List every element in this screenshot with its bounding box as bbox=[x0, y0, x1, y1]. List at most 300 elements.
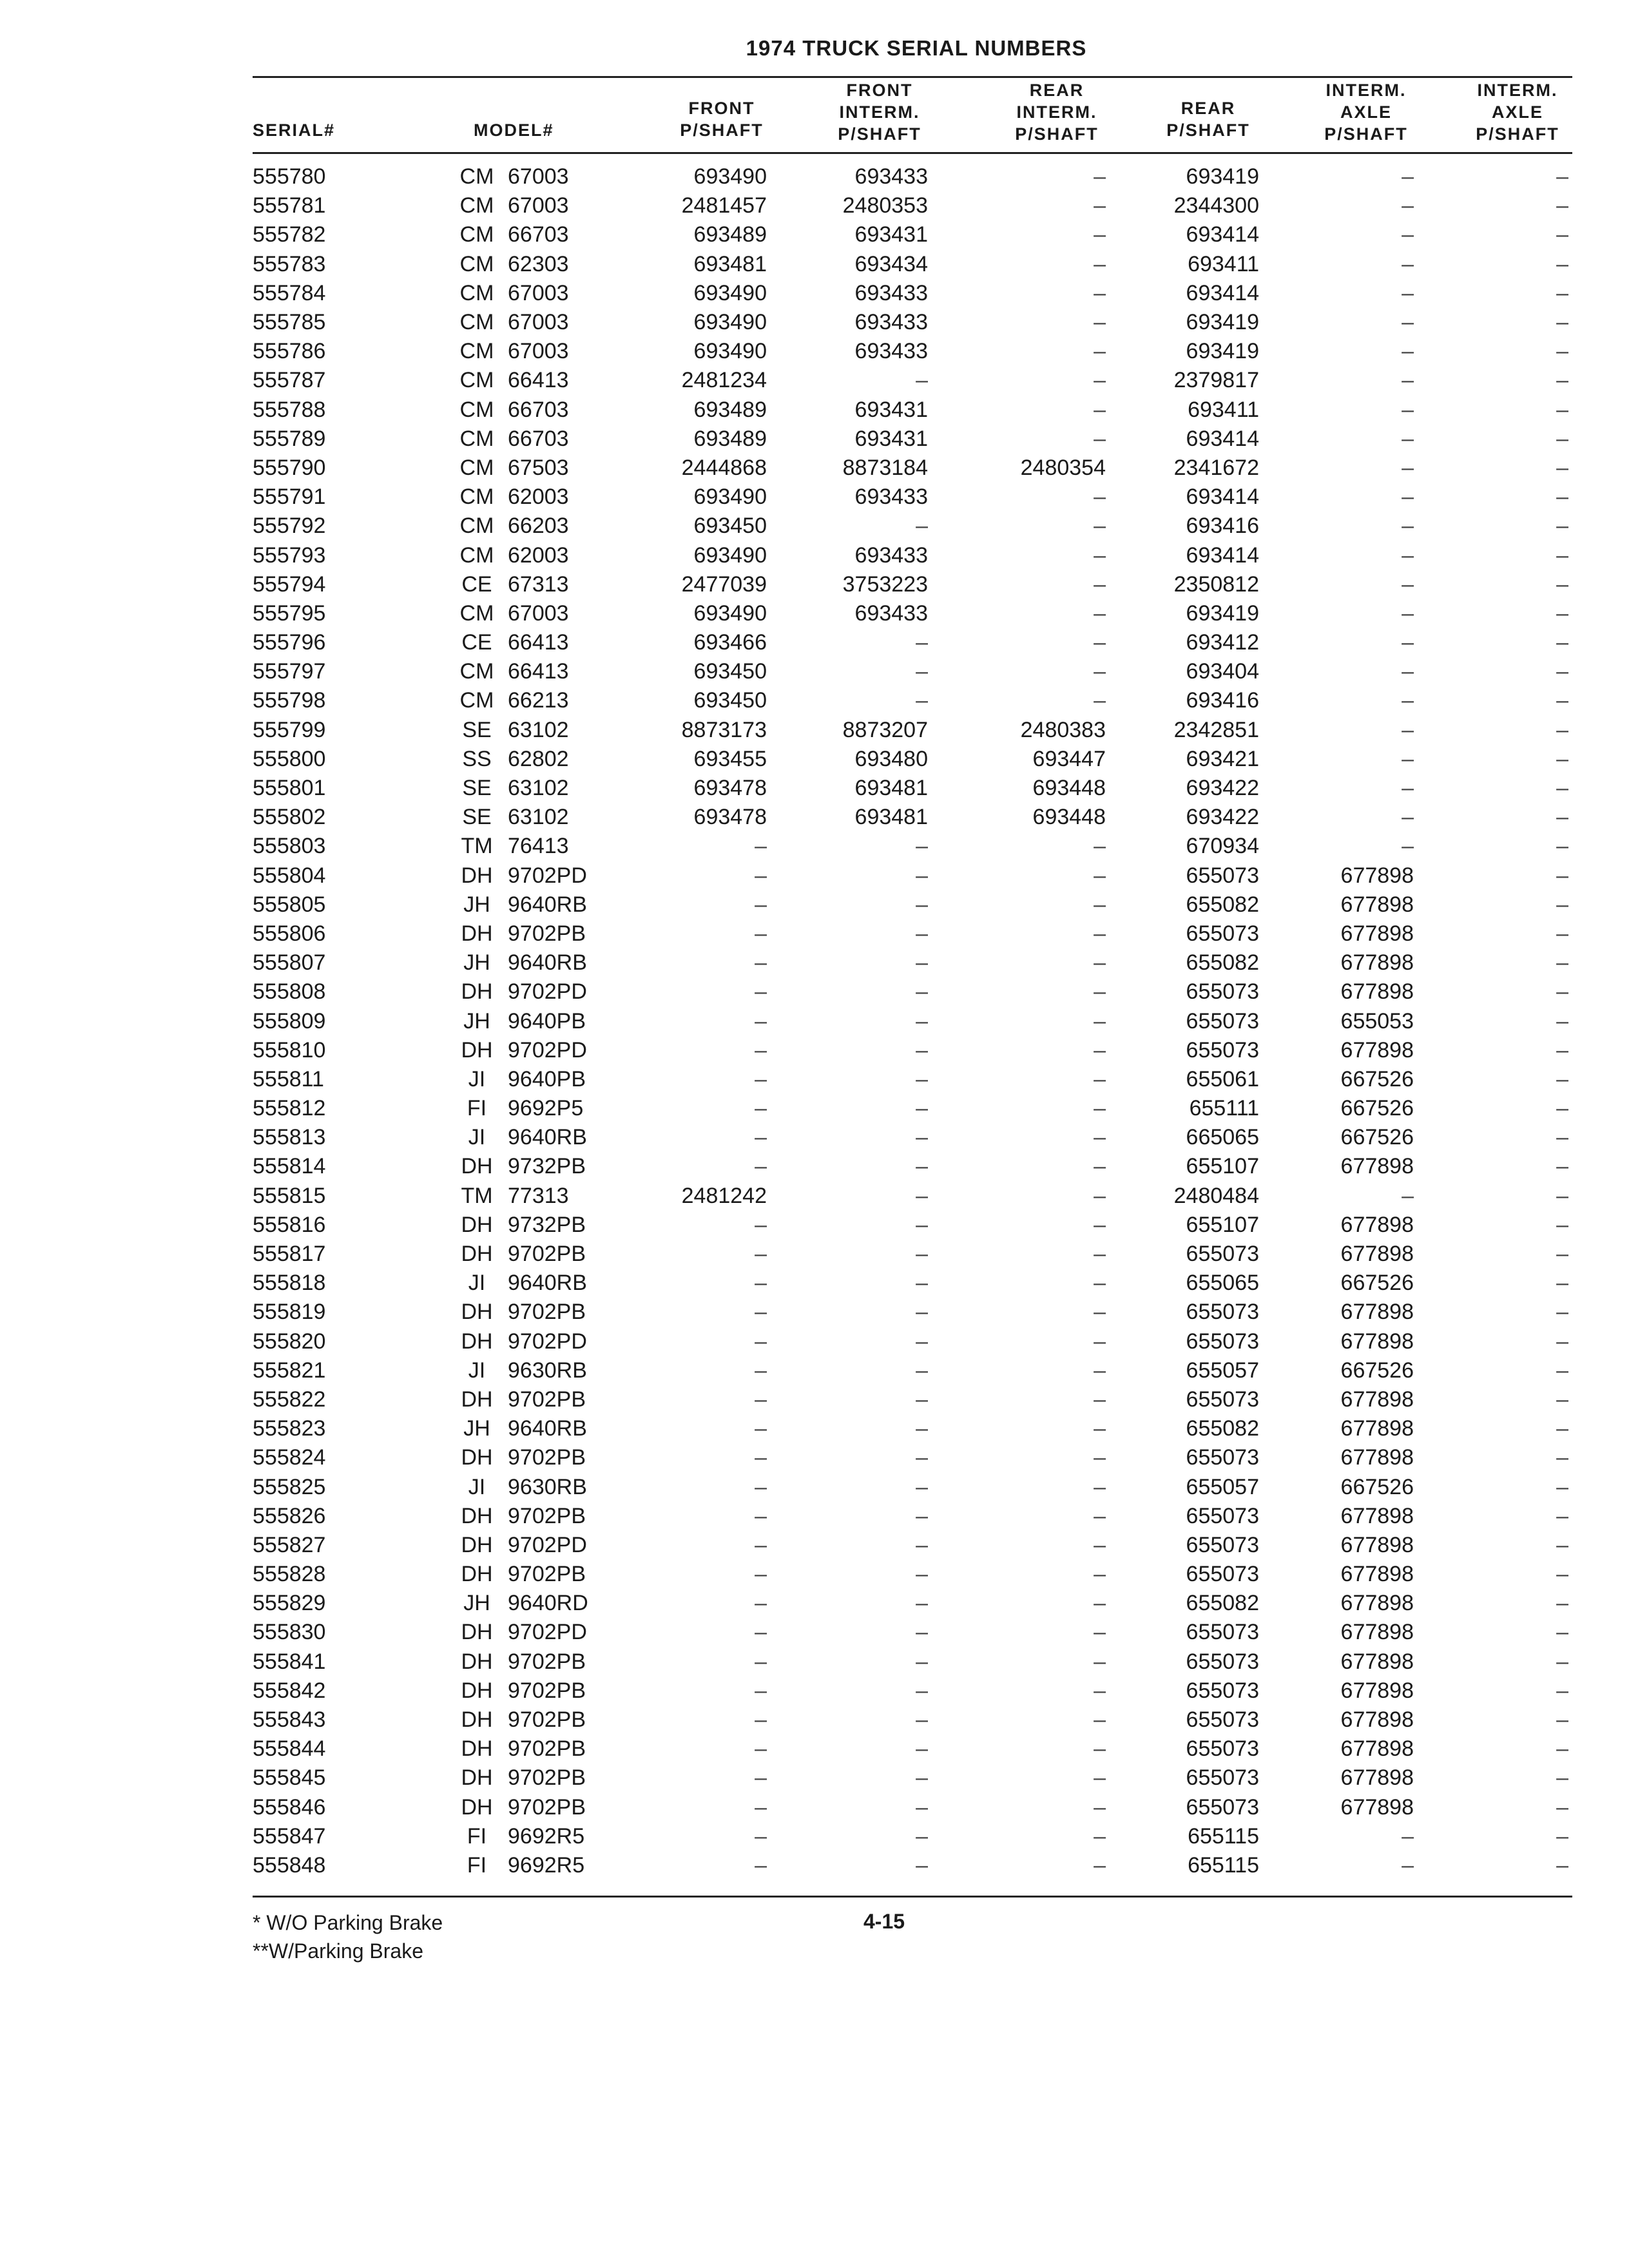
table-cell: 9702PB bbox=[508, 1678, 586, 1703]
table-cell: 655065 bbox=[1186, 1271, 1259, 1296]
header-line: INTERM. bbox=[839, 102, 920, 122]
table-row bbox=[253, 1735, 1568, 1763]
table-cell: 677898 bbox=[1340, 1329, 1414, 1354]
table-cell: – bbox=[1094, 834, 1106, 859]
table-row bbox=[253, 1851, 1568, 1880]
table-cell: – bbox=[755, 1678, 767, 1703]
table-cell: – bbox=[1556, 805, 1568, 830]
table-cell: 693448 bbox=[1032, 805, 1106, 830]
table-cell: – bbox=[755, 1066, 767, 1091]
table-cell: 655061 bbox=[1186, 1066, 1259, 1091]
header-bottom-rule bbox=[253, 152, 1572, 154]
table-cell: SS bbox=[462, 746, 492, 771]
table-row bbox=[253, 774, 1568, 803]
table-cell: – bbox=[916, 834, 928, 859]
table-cell: – bbox=[916, 863, 928, 888]
table-cell: 693480 bbox=[854, 746, 928, 771]
table-cell: 2481234 bbox=[681, 368, 767, 393]
table-cell: CM bbox=[459, 659, 494, 684]
table-cell: 655107 bbox=[1186, 1212, 1259, 1237]
table-row bbox=[253, 628, 1568, 657]
table-cell: – bbox=[755, 1329, 767, 1354]
table-cell: JI bbox=[468, 1125, 486, 1150]
table-cell: CM bbox=[459, 514, 494, 539]
table-cell: – bbox=[1094, 1387, 1106, 1412]
table-cell: 693431 bbox=[854, 397, 928, 422]
table-cell: 555795 bbox=[253, 601, 326, 626]
table-cell: 9692R5 bbox=[508, 1852, 585, 1878]
table-cell: 9630RB bbox=[508, 1474, 587, 1499]
table-cell: – bbox=[755, 1242, 767, 1267]
table-row bbox=[253, 716, 1568, 745]
table-cell: 555811 bbox=[253, 1066, 324, 1091]
table-cell: 693450 bbox=[693, 659, 767, 684]
table-cell: 9702PB bbox=[508, 1387, 586, 1412]
table-cell: 693422 bbox=[1186, 805, 1259, 830]
table-cell: – bbox=[1094, 1183, 1106, 1208]
table-cell: 9702PB bbox=[508, 1445, 586, 1470]
table-row bbox=[253, 220, 1568, 249]
table-cell: 555786 bbox=[253, 339, 326, 364]
table-cell: 555787 bbox=[253, 368, 326, 393]
table-row bbox=[253, 1298, 1568, 1327]
table-cell: 555791 bbox=[253, 485, 326, 510]
table-cell: DH bbox=[461, 1765, 493, 1791]
table-cell: 665065 bbox=[1186, 1125, 1259, 1150]
table-cell: – bbox=[755, 1707, 767, 1733]
table-cell: – bbox=[1094, 1066, 1106, 1091]
table-cell: 693414 bbox=[1186, 280, 1259, 305]
table-cell: 66703 bbox=[508, 397, 569, 422]
footnote-2: **W/Parking Brake bbox=[253, 1939, 423, 1963]
table-cell: 693411 bbox=[1188, 397, 1259, 422]
table-cell: – bbox=[1402, 834, 1414, 859]
table-cell: – bbox=[1556, 1503, 1568, 1528]
table-cell: – bbox=[916, 1591, 928, 1616]
table-row bbox=[253, 483, 1568, 512]
table-cell: 693490 bbox=[693, 339, 767, 364]
table-cell: – bbox=[1556, 1387, 1568, 1412]
table-cell: JH bbox=[463, 1591, 490, 1616]
table-cell: – bbox=[916, 1066, 928, 1091]
table-cell: – bbox=[1556, 455, 1568, 480]
table-cell: 677898 bbox=[1340, 1620, 1414, 1645]
table-cell: – bbox=[1556, 1329, 1568, 1354]
table-cell: 655073 bbox=[1186, 1445, 1259, 1470]
header-line: INTERM. bbox=[1477, 81, 1558, 100]
table-cell: – bbox=[1556, 863, 1568, 888]
table-cell: – bbox=[1094, 1212, 1106, 1237]
table-cell: – bbox=[1556, 1066, 1568, 1091]
table-row bbox=[253, 1065, 1568, 1094]
table-cell: 9640RB bbox=[508, 1416, 587, 1441]
header-serial-label: SERIAL# bbox=[253, 120, 336, 140]
table-cell: – bbox=[1556, 717, 1568, 742]
table-cell: – bbox=[916, 1532, 928, 1557]
table-cell: 555828 bbox=[253, 1562, 326, 1587]
header-line: AXLE bbox=[1491, 102, 1543, 122]
table-cell: – bbox=[1556, 251, 1568, 276]
table-cell: 677898 bbox=[1340, 1416, 1414, 1441]
table-cell: – bbox=[1094, 979, 1106, 1004]
table-cell: 555830 bbox=[253, 1620, 326, 1645]
table-cell: – bbox=[1094, 1242, 1106, 1267]
table-cell: DH bbox=[461, 1300, 493, 1325]
table-cell: CM bbox=[459, 193, 494, 218]
table-cell: 693433 bbox=[854, 601, 928, 626]
table-cell: 2480383 bbox=[1020, 717, 1106, 742]
table-cell: 8873207 bbox=[842, 717, 928, 742]
table-cell: 9702PB bbox=[508, 1562, 586, 1587]
header-line: REAR bbox=[1029, 81, 1084, 100]
table-cell: 9702PB bbox=[508, 1649, 586, 1674]
table-cell: JI bbox=[468, 1474, 486, 1499]
table-cell: 693447 bbox=[1032, 746, 1106, 771]
header-line: P/SHAFT bbox=[838, 124, 921, 144]
table-cell: – bbox=[755, 1765, 767, 1791]
table-cell: 693412 bbox=[1186, 630, 1259, 655]
table-cell: DH bbox=[461, 1562, 493, 1587]
table-cell: – bbox=[1094, 368, 1106, 393]
table-cell: – bbox=[916, 368, 928, 393]
table-cell: 555790 bbox=[253, 455, 326, 480]
table-cell: DH bbox=[461, 863, 493, 888]
table-cell: 655082 bbox=[1186, 1416, 1259, 1441]
table-cell: 555797 bbox=[253, 659, 326, 684]
table-cell: – bbox=[755, 1591, 767, 1616]
table-cell: 555799 bbox=[253, 717, 326, 742]
table-cell: – bbox=[1094, 1765, 1106, 1791]
table-cell: 677898 bbox=[1340, 1387, 1414, 1412]
table-cell: DH bbox=[461, 1678, 493, 1703]
table-cell: – bbox=[916, 1387, 928, 1412]
footnote-1: * W/O Parking Brake bbox=[253, 1911, 443, 1934]
table-cell: 63102 bbox=[508, 717, 569, 742]
table-cell: JI bbox=[468, 1271, 486, 1296]
table-cell: 555847 bbox=[253, 1823, 326, 1849]
table-cell: – bbox=[1556, 1416, 1568, 1441]
table-cell: DH bbox=[461, 1242, 493, 1267]
table-cell: 677898 bbox=[1340, 863, 1414, 888]
table-cell: – bbox=[755, 1445, 767, 1470]
table-cell: 9702PD bbox=[508, 1037, 587, 1062]
table-row bbox=[253, 803, 1568, 832]
table-cell: 67003 bbox=[508, 164, 569, 189]
table-cell: – bbox=[1556, 1300, 1568, 1325]
table-cell: 9702PB bbox=[508, 1242, 586, 1267]
table-cell: 2379817 bbox=[1173, 368, 1259, 393]
table-cell: 555824 bbox=[253, 1445, 326, 1470]
table-cell: 555814 bbox=[253, 1154, 326, 1179]
page-title: 1974 TRUCK SERIAL NUMBERS bbox=[746, 36, 1087, 60]
table-cell: – bbox=[1094, 921, 1106, 946]
table-cell: – bbox=[1556, 659, 1568, 684]
table-cell: 655073 bbox=[1186, 1678, 1259, 1703]
table-cell: – bbox=[755, 1387, 767, 1412]
table-cell: 693433 bbox=[854, 310, 928, 335]
table-cell: 693414 bbox=[1186, 426, 1259, 451]
table-cell: – bbox=[1402, 717, 1414, 742]
header-line: AXLE bbox=[1340, 102, 1392, 122]
table-cell: CM bbox=[459, 688, 494, 713]
table-cell: 62003 bbox=[508, 543, 569, 568]
table-cell: – bbox=[1556, 1823, 1568, 1849]
table-row bbox=[253, 1648, 1568, 1677]
table-cell: CM bbox=[459, 339, 494, 364]
header-line: REAR bbox=[1181, 99, 1236, 118]
table-cell: DH bbox=[461, 1212, 493, 1237]
table-cell: – bbox=[1556, 1707, 1568, 1733]
table-row bbox=[253, 570, 1568, 599]
table-cell: 9732PB bbox=[508, 1154, 586, 1179]
table-row bbox=[253, 541, 1568, 570]
table-cell: – bbox=[755, 1852, 767, 1878]
table-cell: 693466 bbox=[693, 630, 767, 655]
table-cell: 9702PD bbox=[508, 979, 587, 1004]
table-cell: CM bbox=[459, 397, 494, 422]
table-cell: CM bbox=[459, 426, 494, 451]
table-cell: – bbox=[916, 1445, 928, 1470]
table-cell: – bbox=[755, 1823, 767, 1849]
table-cell: – bbox=[1094, 1096, 1106, 1121]
table-cell: 555843 bbox=[253, 1707, 326, 1733]
table-cell: 555845 bbox=[253, 1765, 326, 1791]
table-row bbox=[253, 279, 1568, 308]
table-cell: 693431 bbox=[854, 222, 928, 247]
table-row bbox=[253, 686, 1568, 715]
table-cell: 655073 bbox=[1186, 979, 1259, 1004]
table-cell: 693478 bbox=[693, 805, 767, 830]
table-cell: – bbox=[1094, 892, 1106, 917]
table-cell: 670934 bbox=[1186, 834, 1259, 859]
table-cell: – bbox=[916, 1125, 928, 1150]
table-cell: – bbox=[1556, 630, 1568, 655]
table-body bbox=[253, 162, 1568, 1880]
table-cell: TM bbox=[461, 834, 493, 859]
table-cell: – bbox=[916, 950, 928, 975]
table-cell: – bbox=[1556, 1271, 1568, 1296]
table-cell: – bbox=[1094, 164, 1106, 189]
table-cell: – bbox=[1094, 426, 1106, 451]
table-cell: 555846 bbox=[253, 1794, 326, 1820]
table-cell: – bbox=[916, 1329, 928, 1354]
table-cell: – bbox=[916, 1096, 928, 1121]
table-cell: 667526 bbox=[1340, 1474, 1414, 1499]
header-line: P/SHAFT bbox=[680, 120, 764, 140]
table-cell: – bbox=[916, 1008, 928, 1033]
table-cell: – bbox=[1094, 1852, 1106, 1878]
table-cell: – bbox=[1094, 1445, 1106, 1470]
table-cell: 655057 bbox=[1186, 1358, 1259, 1383]
table-cell: – bbox=[1094, 1474, 1106, 1499]
table-cell: 667526 bbox=[1340, 1271, 1414, 1296]
table-cell: – bbox=[755, 1271, 767, 1296]
table-cell: – bbox=[755, 1649, 767, 1674]
table-cell: – bbox=[1094, 1649, 1106, 1674]
table-cell: 555781 bbox=[253, 193, 326, 218]
table-cell: – bbox=[916, 1707, 928, 1733]
table-cell: 555802 bbox=[253, 805, 326, 830]
table-cell: 9732PB bbox=[508, 1212, 586, 1237]
table-cell: 693419 bbox=[1186, 164, 1259, 189]
header-line: FRONT bbox=[846, 81, 913, 100]
table-cell: – bbox=[1556, 776, 1568, 801]
table-cell: JI bbox=[468, 1066, 486, 1091]
table-cell: 655115 bbox=[1188, 1852, 1259, 1878]
table-cell: – bbox=[1402, 222, 1414, 247]
table-cell: 693434 bbox=[854, 251, 928, 276]
table-cell: DH bbox=[461, 1649, 493, 1674]
table-cell: CM bbox=[459, 280, 494, 305]
table-cell: JH bbox=[463, 892, 490, 917]
table-cell: 555798 bbox=[253, 688, 326, 713]
table-cell: CM bbox=[459, 485, 494, 510]
header-line: FRONT bbox=[688, 99, 755, 118]
table-cell: – bbox=[1556, 193, 1568, 218]
header-serial bbox=[253, 119, 335, 141]
table-cell: – bbox=[916, 1678, 928, 1703]
table-cell: – bbox=[1402, 485, 1414, 510]
table-cell: 655073 bbox=[1186, 1329, 1259, 1354]
table-cell: – bbox=[755, 1416, 767, 1441]
table-cell: 693450 bbox=[693, 688, 767, 713]
table-cell: 693433 bbox=[854, 339, 928, 364]
table-cell: 555785 bbox=[253, 310, 326, 335]
table-cell: – bbox=[1094, 1008, 1106, 1033]
table-cell: – bbox=[1556, 688, 1568, 713]
table-cell: 693411 bbox=[1188, 251, 1259, 276]
table-cell: 693431 bbox=[854, 426, 928, 451]
table-cell: – bbox=[1094, 1620, 1106, 1645]
table-row bbox=[253, 366, 1568, 395]
table-cell: 555818 bbox=[253, 1271, 326, 1296]
table-cell: – bbox=[1402, 1823, 1414, 1849]
table-cell: – bbox=[1402, 805, 1414, 830]
table-cell: – bbox=[1556, 397, 1568, 422]
table-cell: JI bbox=[468, 1358, 486, 1383]
table-cell: 677898 bbox=[1340, 1532, 1414, 1557]
table-cell: 9640RB bbox=[508, 950, 587, 975]
table-row bbox=[253, 1182, 1568, 1211]
table-cell: – bbox=[916, 688, 928, 713]
table-cell: – bbox=[1402, 251, 1414, 276]
header-rear-interm-pshaft bbox=[999, 79, 1115, 145]
table-cell: 555780 bbox=[253, 164, 326, 189]
table-cell: – bbox=[1556, 1562, 1568, 1587]
table-cell: – bbox=[1094, 1125, 1106, 1150]
table-cell: CM bbox=[459, 310, 494, 335]
table-cell: – bbox=[916, 1562, 928, 1587]
table-cell: 693489 bbox=[693, 397, 767, 422]
table-cell: 2480353 bbox=[842, 193, 928, 218]
table-cell: 693490 bbox=[693, 543, 767, 568]
table-cell: 66413 bbox=[508, 659, 569, 684]
table-cell: 655053 bbox=[1340, 1008, 1414, 1033]
table-cell: 3753223 bbox=[842, 572, 928, 597]
table-cell: 693455 bbox=[693, 746, 767, 771]
table-cell: 8873173 bbox=[681, 717, 767, 742]
table-cell: 693489 bbox=[693, 426, 767, 451]
table-cell: JH bbox=[463, 950, 490, 975]
table-cell: 9692R5 bbox=[508, 1823, 585, 1849]
table-cell: 677898 bbox=[1340, 1678, 1414, 1703]
table-cell: – bbox=[1402, 776, 1414, 801]
table-row bbox=[253, 1211, 1568, 1240]
table-cell: – bbox=[916, 1649, 928, 1674]
table-cell: – bbox=[1094, 572, 1106, 597]
table-cell: 67313 bbox=[508, 572, 569, 597]
table-cell: – bbox=[1556, 1620, 1568, 1645]
table-cell: CM bbox=[459, 601, 494, 626]
table-cell: – bbox=[916, 659, 928, 684]
table-cell: 677898 bbox=[1340, 1562, 1414, 1587]
table-cell: – bbox=[1556, 1183, 1568, 1208]
table-cell: – bbox=[1402, 310, 1414, 335]
table-cell: 677898 bbox=[1340, 1707, 1414, 1733]
table-cell: 677898 bbox=[1340, 1242, 1414, 1267]
table-cell: – bbox=[1556, 339, 1568, 364]
table-cell: – bbox=[755, 979, 767, 1004]
table-cell: 555848 bbox=[253, 1852, 326, 1878]
table-cell: 677898 bbox=[1340, 1765, 1414, 1791]
table-cell: – bbox=[1094, 1736, 1106, 1762]
table-row bbox=[253, 512, 1568, 541]
table-cell: – bbox=[916, 1037, 928, 1062]
table-cell: 9702PD bbox=[508, 1329, 587, 1354]
table-cell: – bbox=[755, 1503, 767, 1528]
table-cell: 66703 bbox=[508, 222, 569, 247]
table-cell: – bbox=[1094, 1300, 1106, 1325]
table-cell: – bbox=[1402, 1183, 1414, 1208]
table-cell: – bbox=[755, 1620, 767, 1645]
table-cell: 655073 bbox=[1186, 1649, 1259, 1674]
table-cell: – bbox=[755, 892, 767, 917]
table-cell: – bbox=[1556, 280, 1568, 305]
table-cell: 555809 bbox=[253, 1008, 326, 1033]
table-row bbox=[253, 1763, 1568, 1792]
table-cell: – bbox=[1556, 1125, 1568, 1150]
table-cell: 555820 bbox=[253, 1329, 326, 1354]
table-cell: 62802 bbox=[508, 746, 569, 771]
table-cell: 9692P5 bbox=[508, 1096, 584, 1121]
table-cell: – bbox=[1094, 543, 1106, 568]
table-cell: – bbox=[916, 1358, 928, 1383]
table-cell: – bbox=[1094, 630, 1106, 655]
table-cell: 555817 bbox=[253, 1242, 326, 1267]
table-cell: 555801 bbox=[253, 776, 326, 801]
table-cell: – bbox=[916, 1416, 928, 1441]
table-cell: – bbox=[916, 1183, 928, 1208]
table-cell: 555783 bbox=[253, 251, 326, 276]
table-cell: 77313 bbox=[508, 1183, 569, 1208]
table-cell: 555823 bbox=[253, 1416, 326, 1441]
table-cell: – bbox=[916, 1823, 928, 1849]
table-row bbox=[253, 1443, 1568, 1472]
table-cell: 9702PB bbox=[508, 1765, 586, 1791]
table-cell: – bbox=[1402, 543, 1414, 568]
table-cell: FI bbox=[467, 1823, 487, 1849]
table-cell: 693433 bbox=[854, 543, 928, 568]
table-cell: – bbox=[755, 1736, 767, 1762]
table-cell: – bbox=[1094, 1707, 1106, 1733]
table-cell: 655073 bbox=[1186, 1562, 1259, 1587]
table-cell: – bbox=[755, 1212, 767, 1237]
table-cell: DH bbox=[461, 1532, 493, 1557]
table-cell: 63102 bbox=[508, 776, 569, 801]
table-cell: 9702PB bbox=[508, 921, 586, 946]
table-cell: 693433 bbox=[854, 485, 928, 510]
table-cell: 667526 bbox=[1340, 1066, 1414, 1091]
